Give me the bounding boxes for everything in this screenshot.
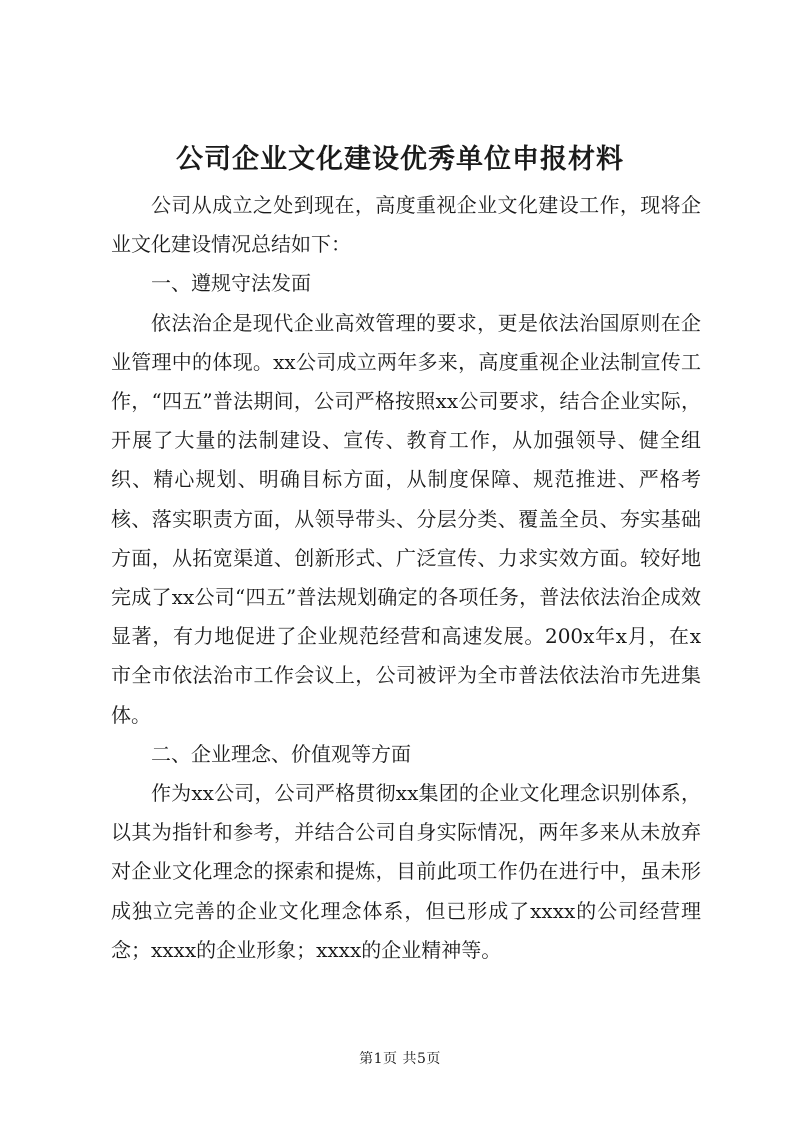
- section-heading-2: 二、企业理念、价值观等方面: [151, 741, 411, 766]
- page-number-footer: 第1页 共5页: [359, 1051, 441, 1067]
- intro-paragraph: 公司从成立之处到现在，高度重视企业文化建设工作，现将企业文化建设情况总结如下：: [111, 193, 701, 257]
- document-title: 公司企业文化建设优秀单位申报材料: [176, 144, 624, 175]
- section-heading-1: 一、遵规守法发面: [151, 271, 311, 296]
- section-2-paragraph: 作为xx公司，公司严格贯彻xx集团的企业文化理念识别体系，以其为指针和参考，并结合公司自身实际情况，两年多来从未放弃对企业文化理念的探索和提炼，目前此项工作仍在进行中，虽未形成独立完善的企业文化理念体系，但已形成了xxxx的公司经营理念；xxxx的企业形象；xxxx的企业精神等。: [111, 781, 701, 962]
- section-1-paragraph: 依法治企是现代企业高效管理的要求，更是依法治国原则在企业管理中的体现。xx公司成立两年多来，高度重视企业法制宣传工作，“四五”普法期间，公司严格按照xx公司要求，结合企业实际，开展了大量的法制建设、宣传、教育工作，从加强领导、健全组织、精心规划、明确目标方面，从制度保障、规范推进、严格考核、落实职责方面，从领导带头、分层分类、覆盖全员、夯实基础方面，从拓宽渠道、创新形式、广泛宣传、力求实效方面。较好地完成了xx公司“四五”普法规划确定的各项任务，普法依法治企成效显著，有力地促进了企业规范经营和高速发展。200x年x月，在x市全市依法治市工作会议上，公司被评为全市普法依法治市先进集体。: [111, 310, 701, 727]
- document-body: [111, 186, 701, 970]
